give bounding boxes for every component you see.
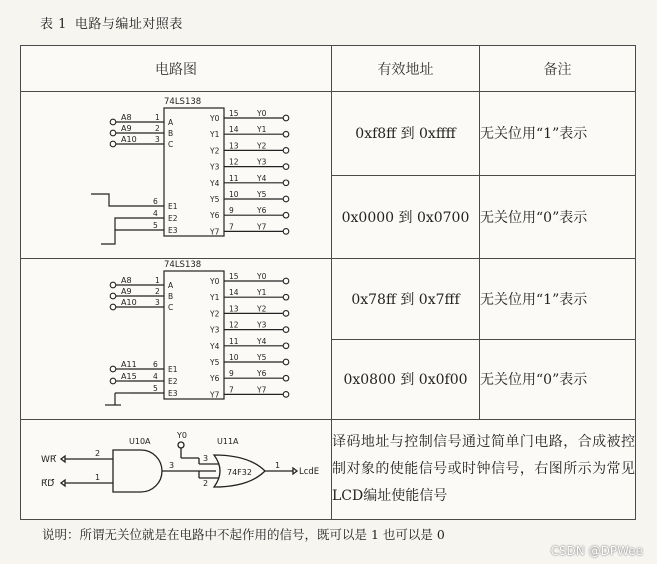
input-terminal [110,304,116,310]
caption-number: 表 1 [40,17,67,32]
input-terminal [110,282,116,288]
output-terminal [283,311,289,317]
output-terminal [283,115,289,121]
enable-pin: 6 [153,360,158,369]
table-header-row [21,46,636,92]
output-label: Y0 [257,109,267,118]
rd-label: RD [41,479,55,489]
output-terminal [283,131,289,137]
logic-gate-diagram [21,420,332,519]
output-label: Y7 [257,385,267,395]
enable-name: E1 [168,202,178,211]
output-pin: 15 [229,109,239,118]
note-cell: 无关位用“0”表示 [480,175,636,259]
enable-tie [115,218,129,230]
output-pin: 14 [229,288,239,298]
output-terminal [283,294,289,300]
enable-label: A15 [121,372,137,381]
logic-cell [21,420,332,520]
output-label: Y3 [257,320,267,330]
input-pin: 1 [155,276,160,285]
output-label: Y5 [257,353,267,362]
header-note: 备注 [480,46,636,92]
and-pin-3: 3 [169,461,175,470]
output-pin: 14 [229,125,239,135]
output-terminal [283,180,289,186]
output-name: Y4 [210,178,220,188]
enable-name: E2 [168,377,178,386]
output-terminal [283,375,289,381]
output-name: Y3 [210,325,220,335]
output-pin: 9 [229,206,234,216]
output-name: Y0 [210,277,220,286]
input-label: A9 [121,124,132,133]
ground-wire [101,230,115,244]
output-label: Y2 [257,304,267,314]
output-name: Y7 [210,227,220,237]
decoder1-cell [21,92,332,259]
output-pin: 10 [229,190,239,199]
output-label: Y6 [257,369,267,379]
output-pin: 13 [229,304,239,314]
or-gate-type: 74F32 [227,468,252,477]
enable-terminal [110,366,116,372]
footnote: 说明：所谓无关位就是在电路中不起作用的信号，既可以是 1 也可以是 0 [42,527,445,542]
output-pin: 11 [229,173,239,183]
address-cell: 0x0800 到 0x0f00 [332,339,480,420]
input-label: A10 [121,298,137,307]
output-pin: 10 [229,353,239,362]
output-label: Y1 [257,288,267,298]
address-cell: 0x0000 到 0x0700 [332,175,480,259]
output-pin: 11 [229,336,239,346]
output-name: Y2 [210,146,220,156]
output-terminal [283,343,289,349]
input-pin: 3 [155,135,160,144]
input-terminal [110,293,116,299]
output-name: Y7 [210,390,220,400]
logic-description: 译码地址与控制信号通过简单门电路，合成被控制对象的使能信号或时钟信号，右图所示为常见LCD编址使能信号 [332,420,636,520]
output-pin: 15 [229,272,239,281]
output-name: Y1 [210,130,220,140]
or-pin-1: 1 [275,461,281,470]
table-row [21,420,636,520]
note-cell: 无关位用“1”表示 [480,92,636,176]
output-terminal [283,392,289,398]
y0-label: Y0 [177,431,187,440]
output-name: Y3 [210,162,220,172]
output-name: Y0 [210,114,220,123]
enable-pin: 6 [153,197,158,206]
input-name: C [168,140,174,149]
note-cell: 无关位用“1”表示 [480,259,636,340]
input-terminal [110,130,116,136]
output-label: Y4 [257,336,267,346]
vcc-wire [91,194,129,206]
output-terminal [283,196,289,202]
and-pin-2: 2 [95,449,101,458]
output-name: Y4 [210,341,220,351]
output-label: Y0 [257,272,267,281]
output-pin: 9 [229,369,234,379]
table-row [21,92,636,176]
output-name: Y2 [210,309,220,319]
decoder2-diagram [21,259,332,419]
input-name: B [168,129,174,138]
enable-pin: 5 [153,384,158,393]
lcde-label: LcdE [299,467,320,477]
enable-pin: 5 [153,221,158,230]
output-terminal [283,327,289,333]
output-name: Y5 [210,358,220,367]
output-label: Y6 [257,206,267,216]
input-pin: 2 [155,124,160,133]
and-gate-ref: U10A [129,437,151,446]
decoder1-diagram [21,92,332,258]
circuit-address-table [20,45,636,520]
input-pin: 2 [155,287,160,296]
output-terminal [283,359,289,365]
table-row [21,259,636,340]
enable-pin: 4 [153,372,158,381]
input-label: A10 [121,135,137,144]
enable-name: E1 [168,365,178,374]
output-terminal [283,229,289,235]
output-pin: 12 [229,320,239,330]
chip-name: 74LS138 [164,97,202,107]
output-label: Y5 [257,190,267,199]
output-terminal [283,278,289,284]
enable-label: A11 [121,360,137,369]
output-name: Y6 [210,211,220,221]
enable-terminal [110,378,116,384]
output-terminal [283,212,289,218]
caption-title: 电路与编址对照表 [74,17,183,32]
input-label: A8 [121,276,132,285]
input-label: A9 [121,287,132,296]
table-caption [40,13,183,32]
input-label: A8 [121,113,132,122]
input-pin: 3 [155,298,160,307]
decoder2-cell [21,259,332,420]
enable-pin: 4 [153,209,158,218]
watermark: CSDN @DPWee [550,544,643,558]
or-gate-ref: U11A [217,437,239,446]
output-pin: 13 [229,141,239,151]
header-address: 有效地址 [332,46,480,92]
output-name: Y1 [210,293,220,303]
output-label: Y3 [257,157,267,167]
header-circuit: 电路图 [21,46,332,92]
output-name: Y6 [210,374,220,384]
output-terminal [283,164,289,170]
enable-name: E2 [168,214,178,223]
output-label: Y2 [257,141,267,151]
output-name: Y5 [210,195,220,204]
enable-name: E3 [168,226,178,235]
wr-label: WR [41,455,57,465]
input-terminal [110,119,116,125]
input-pin: 1 [155,113,160,122]
enable-name: E3 [168,389,178,398]
output-pin: 12 [229,157,239,167]
input-name: B [168,292,174,301]
output-pin: 7 [229,222,234,232]
note-cell: 无关位用“0”表示 [480,339,636,420]
input-name: A [168,118,174,127]
output-pin: 7 [229,385,234,395]
output-label: Y1 [257,125,267,135]
input-terminal [110,141,116,147]
or-pin-2: 2 [203,479,209,488]
input-name: A [168,281,174,290]
address-cell: 0xf8ff 到 0xffff [332,92,480,176]
address-cell: 0x78ff 到 0x7fff [332,259,480,340]
and-pin-1: 1 [95,473,101,482]
output-terminal [283,148,289,154]
output-label: Y7 [257,222,267,232]
chip-name: 74LS138 [164,260,202,270]
input-name: C [168,303,174,312]
or-pin-3: 3 [203,454,209,463]
output-label: Y4 [257,173,267,183]
